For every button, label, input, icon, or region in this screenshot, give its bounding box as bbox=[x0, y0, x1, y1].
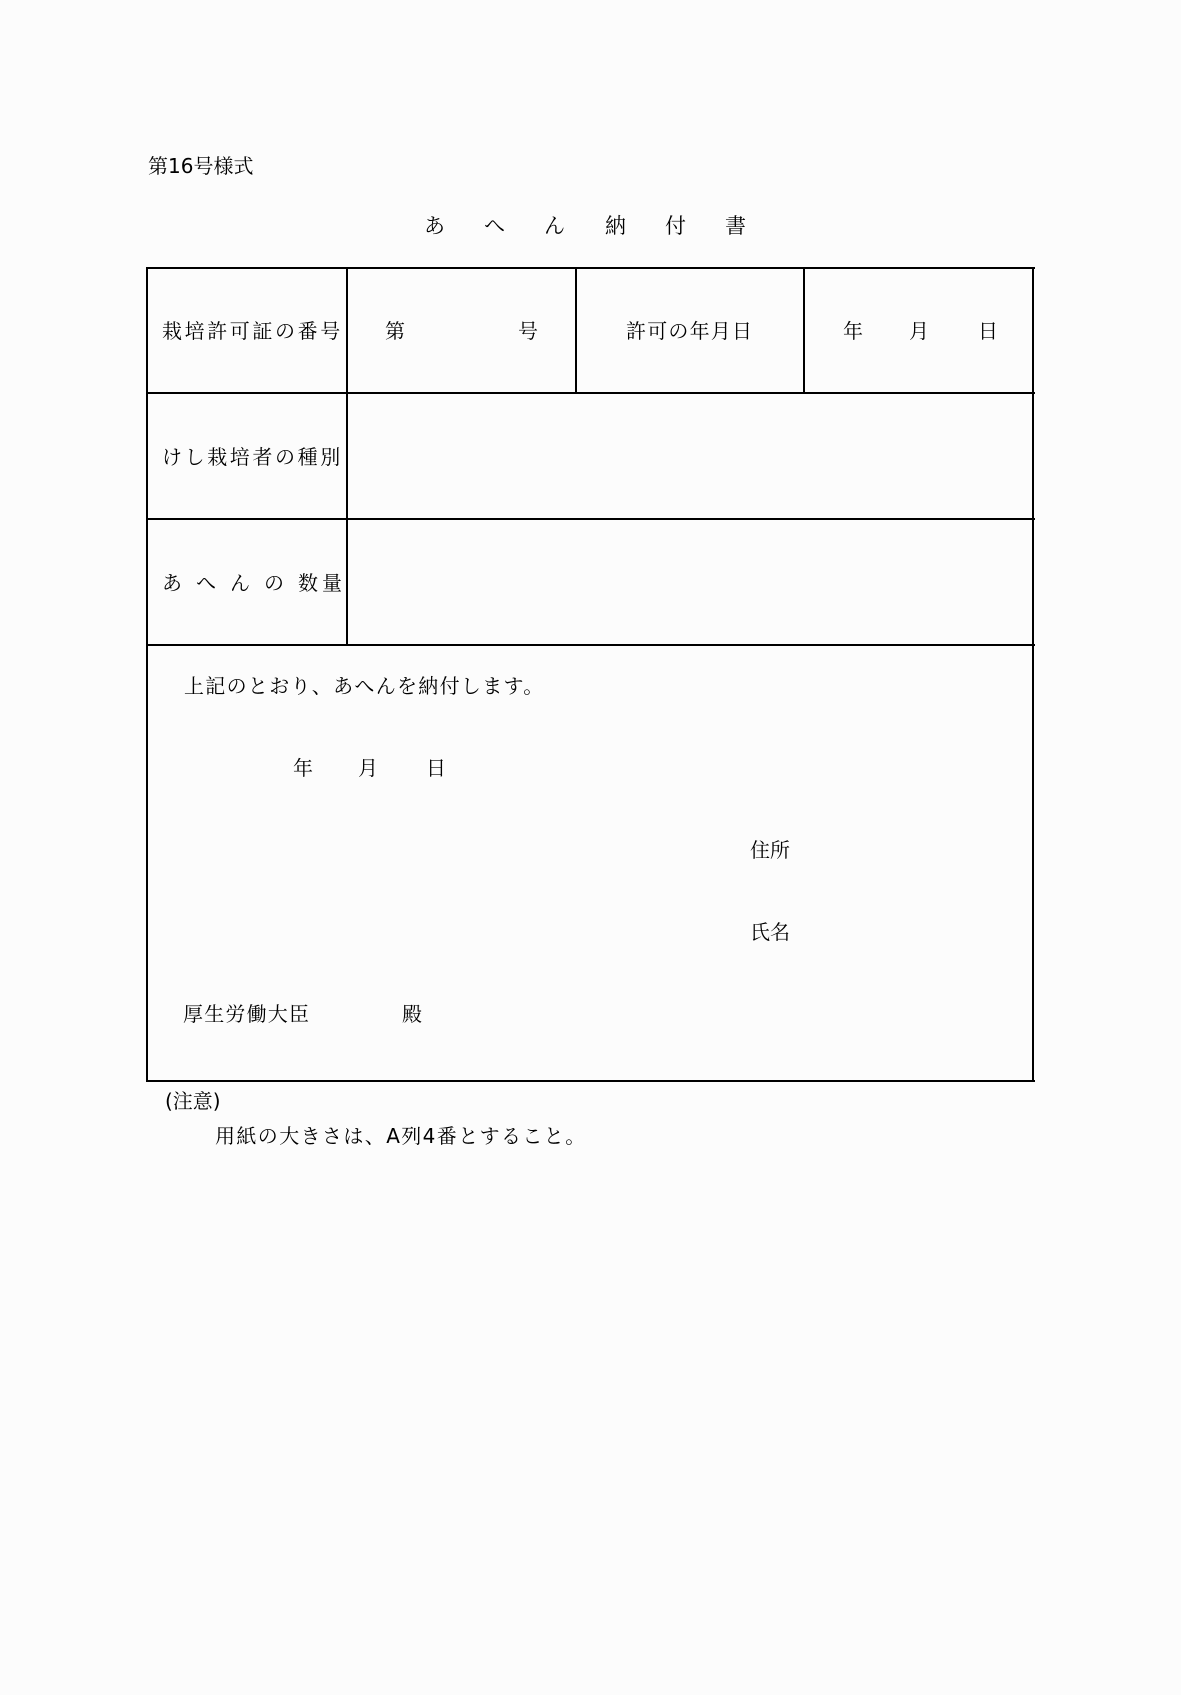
title-char: ん bbox=[544, 214, 565, 238]
title-char: へ bbox=[484, 214, 505, 238]
label-char: 量 bbox=[322, 571, 342, 595]
name-label: 氏名 bbox=[750, 920, 790, 944]
declaration-date-month: 月 bbox=[358, 756, 378, 780]
declaration-date-year: 年 bbox=[293, 756, 313, 780]
permit-date-label: 許可の年月日 bbox=[626, 319, 754, 343]
cultivator-type-label: けし栽培者の種別 bbox=[162, 445, 343, 469]
table-border-right bbox=[1032, 267, 1034, 1082]
label-char: ん bbox=[230, 571, 250, 595]
permit-number-field[interactable] bbox=[410, 310, 510, 350]
opium-quantity-field[interactable] bbox=[350, 522, 1030, 642]
label-char: の bbox=[264, 571, 284, 595]
row-divider bbox=[147, 392, 1035, 394]
permit-number-suffix: 号 bbox=[518, 319, 538, 343]
table-border-top bbox=[147, 267, 1035, 269]
title-char: 納 bbox=[605, 214, 626, 238]
column-divider bbox=[803, 267, 805, 393]
title-char: あ bbox=[424, 214, 445, 238]
permit-date-day: 日 bbox=[978, 319, 998, 343]
address-label: 住所 bbox=[750, 838, 790, 862]
notes-text: 用紙の大きさは、A列4番とすること。 bbox=[215, 1124, 587, 1148]
cultivator-type-field[interactable] bbox=[350, 396, 1030, 516]
form-number: 第16号様式 bbox=[148, 154, 254, 178]
row-divider bbox=[147, 644, 1035, 646]
label-char: 数 bbox=[298, 571, 318, 595]
honorific: 殿 bbox=[402, 1002, 422, 1026]
column-divider bbox=[346, 267, 348, 645]
label-char: へ bbox=[196, 571, 216, 595]
name-field[interactable] bbox=[800, 914, 1020, 950]
row-divider bbox=[147, 518, 1035, 520]
declaration-date-day: 日 bbox=[426, 756, 446, 780]
declaration-statement: 上記のとおり、あへんを納付します。 bbox=[184, 674, 545, 698]
permit-number-prefix: 第 bbox=[385, 319, 405, 343]
title-char: 付 bbox=[665, 214, 686, 238]
address-field[interactable] bbox=[800, 832, 1020, 868]
notes-heading: (注意) bbox=[165, 1089, 221, 1113]
permit-date-month: 月 bbox=[909, 319, 929, 343]
table-border-bottom bbox=[147, 1080, 1035, 1082]
column-divider bbox=[575, 267, 577, 393]
label-char: あ bbox=[162, 571, 182, 595]
title-char: 書 bbox=[725, 214, 746, 238]
addressee: 厚生労働大臣 bbox=[183, 1002, 311, 1026]
table-border-left bbox=[146, 267, 148, 1082]
permit-number-label: 栽培許可証の番号 bbox=[162, 319, 343, 343]
permit-date-year: 年 bbox=[843, 319, 863, 343]
